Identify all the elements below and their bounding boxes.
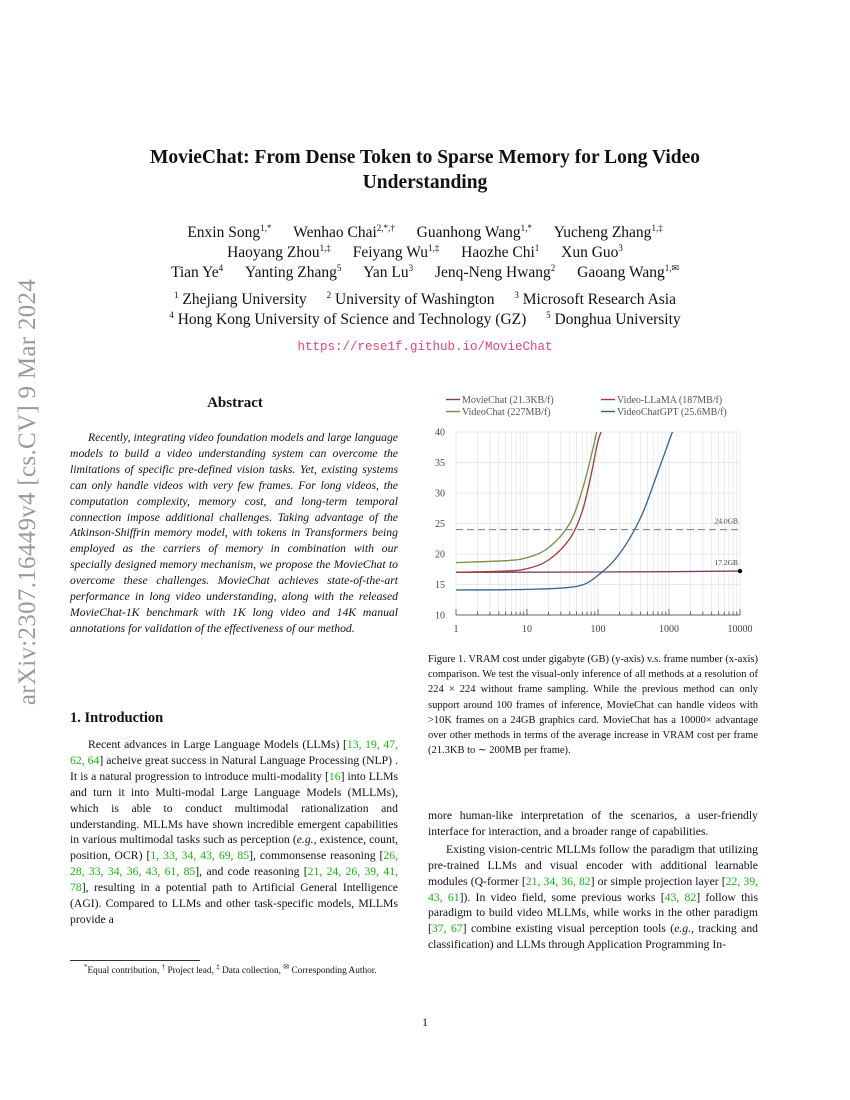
citation-link[interactable]: 22, 39, 43, 61 bbox=[428, 874, 758, 904]
footnote-rule bbox=[70, 960, 200, 961]
affiliation: $^5$ Donghua University bbox=[546, 310, 681, 328]
x-tick-label: 10000 bbox=[727, 624, 753, 635]
author: Guanhong Wang$^{1,*}$ bbox=[416, 223, 532, 241]
citation-link[interactable]: 43, 82 bbox=[664, 890, 697, 904]
y-tick-label: 20 bbox=[435, 549, 445, 561]
citation-link[interactable]: 26, 28, 33, 34, 36, 43, 61, 85 bbox=[70, 849, 399, 879]
citation-link[interactable]: 13, 19, 47, 62, 64 bbox=[70, 738, 398, 767]
citation-link[interactable]: 1, 33, 34, 43, 69, 85 bbox=[150, 849, 250, 863]
series-line bbox=[456, 426, 675, 590]
author: Wenhao Chai$^{2,*,\dagger}$ bbox=[293, 223, 395, 241]
vram-chart bbox=[418, 392, 768, 647]
y-tick-label: 30 bbox=[435, 488, 445, 500]
page-number: 1 bbox=[422, 1015, 428, 1029]
author: Haoyang Zhou$^{1,\ddagger}$ bbox=[227, 243, 331, 261]
author: Tian Ye$^4$ bbox=[170, 263, 224, 281]
abstract-heading: Abstract bbox=[207, 395, 263, 411]
x-tick-label: 1 bbox=[453, 624, 459, 635]
abstract-text: Recently, integrating video foundation models and large language models to build a video understanding system can overcome the limitations of specific pre-defined vision tasks. Yet, existing systems can only handle videos with very few frames. For long videos, the computation complexity, memory cost, and long-term temporal connection impose additional challenges. Taking advantage of the Atkinson-Shiffrin memory model, with tokens in Transformers being employed as the carriers of memory in combination with our specially designed memory mechanism, we propose the MovieChat to overcome these challenges. MovieChat achieves state-of-the-art performance in long video understanding, along with the released MovieChat-1K benchmark with 1K long video and 14K manual annotations for validation of the effectiveness of our method. bbox=[70, 431, 398, 635]
y-tick-label: 40 bbox=[435, 427, 445, 439]
citation-link[interactable]: 16 bbox=[328, 769, 341, 783]
x-tick-label: 10 bbox=[522, 624, 532, 635]
affiliation: $^4$ Hong Kong University of Science and Technology (GZ) bbox=[169, 310, 527, 328]
footnote: *Equal contribution, † Project lead, ‡ Data collection, ✉ Corresponding Author. bbox=[84, 963, 377, 976]
y-tick-label: 15 bbox=[435, 580, 445, 591]
author: Feiyang $Wu^{1,\ddagger}$ bbox=[352, 243, 440, 261]
project-url-link[interactable]: https://rese1f.github.io/MovieChat bbox=[297, 340, 553, 354]
author-list bbox=[90, 223, 760, 283]
legend-label: VideoChat (227MB/f) bbox=[462, 407, 551, 418]
citation-link[interactable]: 21, 24, 26, 39, 41, 78 bbox=[70, 865, 398, 895]
paragraph: more human-like interpretation of the scenarios, a user-friendly interface for interaction, and a broader range of capabilities. bbox=[428, 809, 758, 838]
y-tick-label: 25 bbox=[435, 519, 445, 530]
x-tick-label: 1000 bbox=[659, 624, 679, 635]
y-tick-label: 10 bbox=[435, 610, 445, 622]
right-column-text bbox=[428, 808, 758, 953]
series-line bbox=[456, 426, 604, 572]
paper-title: MovieChat: From Dense Token to Sparse Memory for Long Video Understanding bbox=[149, 147, 701, 193]
affiliation: $^2$ University of Washington bbox=[326, 290, 495, 308]
arxiv-stamp bbox=[8, 278, 48, 706]
author: Jenq-Neng Hwang$^2$ bbox=[435, 263, 556, 281]
intro-heading: 1. Introduction bbox=[70, 710, 164, 726]
affiliation-list bbox=[90, 290, 760, 330]
legend-label: MovieChat (21.3KB/f) bbox=[462, 395, 554, 406]
y-tick-label: 35 bbox=[435, 458, 445, 469]
affiliation: $^3$ Microsoft Research Asia bbox=[514, 290, 676, 308]
author: Enxin Song$^{1,*}$ bbox=[187, 223, 272, 241]
intro-paragraph: Recent advances in Large Language Models (LLMs) [13, 19, 47, 62, 64] acheive great success in Natural Language Processing (NLP) . It is a natural progression to introduce multi-modality [16] into LLMs and turn it into Multi-modal Large Language Models (MLLMs), which is able to conduct multimodal rationalization and understanding. MLLMs have shown incredible emergent capabilities in various multimodal tasks such as perception (e.g., existence, count, position, OCR) [1, 33, 34, 43, 69, 85], commonsense reasoning [26, 28, 33, 34, 36, 43, 61, 85], and code reasoning [21, 24, 26, 39, 41, 78], resulting in a potential path to Artificial General Intelligence (AGI). Compared to LLMs and other task-specific models, MLLMs provide a bbox=[70, 738, 399, 926]
arxiv-stamp-text: arXiv:2307.16449v4 [cs.CV] 9 Mar 2024 bbox=[14, 278, 41, 706]
legend-label: VideoChatGPT (25.6MB/f) bbox=[617, 407, 727, 418]
author: Yanting Zhang$^5$ bbox=[245, 263, 342, 281]
author: Gaoang Wang$^{1,✉}$ bbox=[577, 263, 680, 281]
reference-label: 24.0GB bbox=[714, 516, 738, 526]
citation-link[interactable]: 21, 34, 36, 82 bbox=[525, 874, 591, 888]
paragraph: Existing vision-centric MLLMs follow the paradigm that utilizing pre-trained LLMs and visual encoder with additional learnable modules (Q-former [21, 34, 36, 82] or simple projection layer [22, 39, 43, 61]). In video field, some previous works [43, 82] follow this paradigm to build video MLLMs, while works in the other paradigm [37, 67] combine existing visual perception tools (e.g., tracking and classification) and LLMs through Application Programming In- bbox=[428, 842, 759, 952]
author: Xun Guo$^3$ bbox=[561, 243, 623, 261]
figure-caption: Figure 1. VRAM cost under gigabyte (GB) (y-axis) v.s. frame number (x-axis) comparison. We test the visual-only inference of all methods at a resolution of 224 × 224 without frame sampling. While the previous method can only support around 100 frames of inference, MovieChat can handle videos with >10K frames on a 24GB graphics card. MovieChat has a 10000× advantage over other methods in terms of the average increase in VRAM cost per frame (21.3KB to ∼ 200MB per frame). bbox=[428, 654, 758, 757]
x-tick-label: 100 bbox=[590, 624, 606, 635]
citation-link[interactable]: 37, 67 bbox=[431, 922, 463, 936]
reference-label: 17.2GB bbox=[714, 558, 738, 568]
author: Yucheng Zhang$^{1,\ddagger}$ bbox=[553, 223, 663, 241]
vram-chart-svg bbox=[418, 392, 768, 647]
legend-label: Video-LLaMA (187MB/f) bbox=[617, 395, 723, 406]
affiliation: $^1$ Zhejiang University bbox=[173, 290, 307, 308]
reference-marker-17gb bbox=[738, 569, 742, 573]
author: Yan Lu$^3$ bbox=[363, 263, 414, 281]
author: Haozhe Chi$^1$ bbox=[461, 243, 540, 261]
